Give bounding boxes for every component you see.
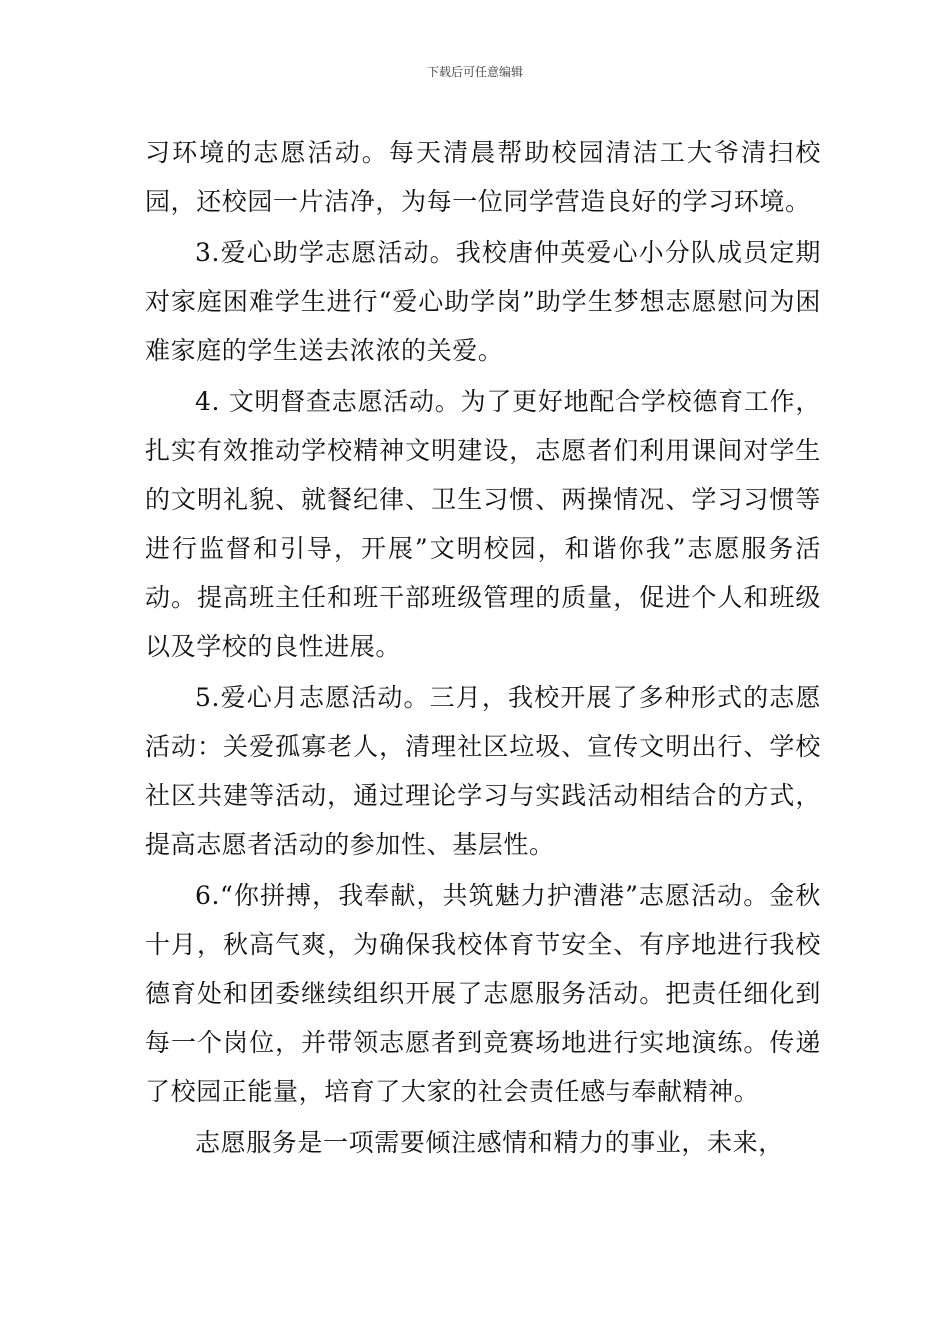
paragraph-4: 5.爱心月志愿活动。三月，我校开展了多种形式的志愿活动：关爱孤寡老人，清理社区垃圾、宣传文明出行、学校社区共建等活动，通过理论学习与实践活动相结合的方式，提高志愿者活动的参加性、基层性。 [145, 683, 821, 859]
body-text [145, 128, 821, 1167]
paragraph-5: 6.“你拼搏，我奉献，共筑魅力护漕港”志愿活动。金秋十月，秋高气爽，为确保我校体育节安全、有序地进行我校德育处和团委继续组织开展了志愿服务活动。把责任细化到每一个岗位，并带领志愿者到竞赛场地进行实地演练。传递了校园正能量，培育了大家的社会责任感与奉献精神。 [145, 881, 821, 1106]
paragraph-3: 4. 文明督查志愿活动。为了更好地配合学校德育工作，扎实有效推动学校精神文明建设，志愿者们利用课间对学生的文明礼貌、就餐纪律、卫生习惯、两操情况、学习习惯等进行监督和引导，开展”文明校园，和谐你我”志愿服务活动。提高班主任和班干部班级管理的质量，促进个人和班级以及学校的良性进展。 [145, 387, 821, 661]
paragraph-6: 志愿服务是一项需要倾注感情和精力的事业，未来， [195, 1128, 784, 1157]
paragraph-2: 3.爱心助学志愿活动。我校唐仲英爱心小分队成员定期对家庭困难学生进行“爱心助学岗”助学生梦想志愿慰问为困难家庭的学生送去浓浓的关爱。 [145, 238, 821, 365]
paragraph-1: 习环境的志愿活动。每天清晨帮助校园清洁工大爷清扫校园，还校园一片洁净，为每一位同学营造良好的学习环境。 [145, 138, 821, 216]
page-header: 下载后可任意编辑 [426, 65, 523, 79]
